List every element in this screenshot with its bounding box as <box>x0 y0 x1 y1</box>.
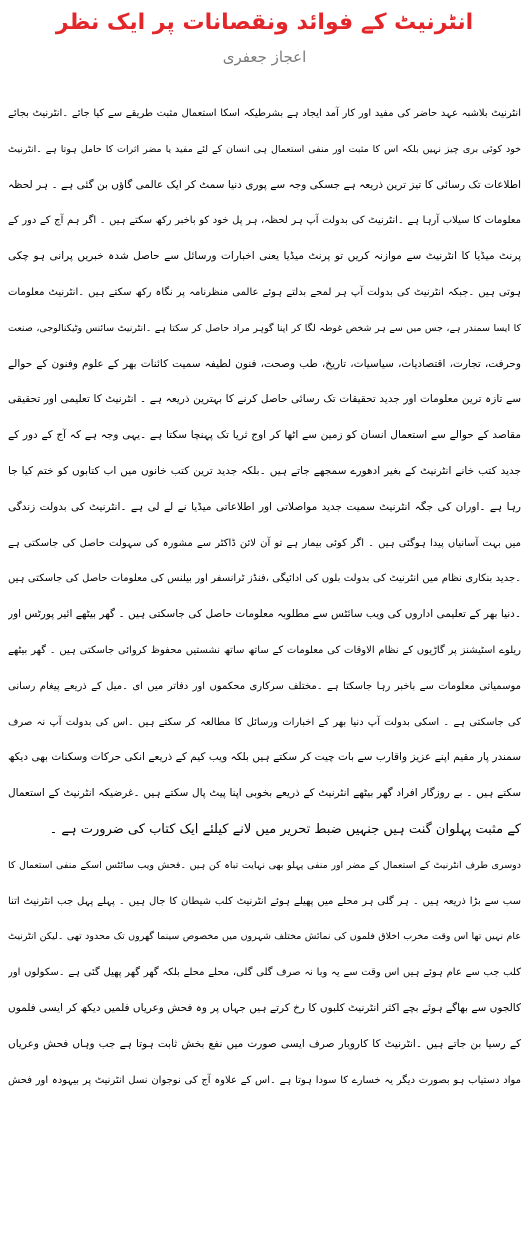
body-line: ریلوے اسٹیشنز پر گاڑیوں کے نظام الاوقات کی معلومات کے ساتھ ساتھ نشستیں محفوظ کروائی جاسکتی ہیں ۔ گھر بیٹھے <box>8 644 521 656</box>
body-line: عام نہیں تھا اس وقت مخرب اخلاق فلموں کی نمائش مختلف شہروں میں مخصوص سینما گھروں تک محدود تھی ۔لیکن انٹرنیٹ <box>8 931 521 943</box>
body-line: کا ایسا سمندر ہے، جس میں سے ہر شخص غوطہ لگا کر اپنا گوہر مراد حاصل کر سکتا ہے ۔انٹرنیٹ سائنس وٹیکنالوجی، صنعت <box>8 322 521 334</box>
body-line: سمندر پار مقیم اپنے عزیز واقارب سے بات چیت کر سکتے ہیں بلکہ ویب کیم کے ذریعے انکی حرکات وسکنات بھی دیکھ <box>8 751 521 764</box>
body-line: ۔دنیا بھر کے تعلیمی اداروں کی ویب سائٹس سے مطلوبہ معلومات حاصل کی جاسکتی ہیں ۔ گھر بیٹھے ائیر پورٹس اور <box>8 608 521 621</box>
body-line: کالجوں سے بھاگے ہوئے بچے اکثر انٹرنیٹ کلبوں کا رخ کرتے ہیں جہاں پر وہ فحش وعریاں فلمیں دیکھ کر ایسی فلموں <box>8 1001 521 1014</box>
article-body <box>8 96 521 1098</box>
body-line: اطلاعات تک رسائی کا تیز ترین ذریعہ ہے جسکی وجہ سے پوری دنیا سمٹ کر ایک عالمی گاؤں بن گئی ہے ۔ ہر لحظہ <box>8 178 521 191</box>
body-line: انٹرنیٹ بلاشبہ عہد حاضر کی مفید اور کار آمد ایجاد ہے بشرطیکہ اسکا استعمال مثبت طریقے سے کیا جائے ۔انٹرنیٹ بجائے <box>8 108 521 119</box>
body-line: کی جاسکتی ہے ۔ اسکی بدولت آپ دنیا بھر کے اخبارات ورسائل کا مطالعہ کر سکتے ہیں ۔اس کی بدولت آپ نہ صرف <box>8 716 521 728</box>
body-line: ہوتی ہیں ۔جبکہ انٹرنیٹ کی بدولت آپ ہر لمحے بدلتے ہوئے عالمی منظرنامہ پر نگاہ رکھ سکتے ہیں ۔انٹرنیٹ معلومات <box>8 286 521 298</box>
body-line: رہا ہے ۔اوران کی جگہ انٹرنیٹ سمیت جدید مواصلاتی اور اطلاعاتی میڈیا نے لے لی ہے ۔انٹرنیٹ کی بدولت زندگی <box>8 500 521 513</box>
body-line: کلب جب سے عام ہوئے ہیں اس وقت سے یہ وبا نہ صرف گلی گلی، محلے محلے بلکہ گھر گھر پھیل گئی ہے ۔سکولوں اور <box>8 967 521 979</box>
body-line: سے تازہ ترین معلومات اور جدید تحقیقات تک رسائی حاصل کرنے کا بہترین ذریعہ ہے ۔ انٹرنیٹ کا تعلیمی اور تحقیقی <box>8 393 521 406</box>
body-line: کے مثبت پہلوان گنت ہیں جنہیں ضبط تحریر میں لانے کیلئے ایک کتاب کی ضرورت ہے ۔ <box>49 821 521 837</box>
body-line: ۔جدید بنکاری نظام میں انٹرنیٹ کی بدولت بلوں کی ادائیگی ،فنڈز ٹرانسفر اور بیلنس کی معلومات حاصل کی جاسکتی ہیں <box>8 573 521 585</box>
body-line: پرنٹ میڈیا کا انٹرنیٹ سے موازنہ کریں تو پرنٹ میڈیا یعنی اخبارات ورسائل سے حاصل شدہ خبریں پرانی ہو چکی <box>8 250 521 263</box>
body-line: سب سے بڑا ذریعہ ہیں ۔ ہر گلی ہر محلے میں پھیلے ہوئے انٹرنیٹ کلب شیطان کا جال ہیں ۔ پہلے پہل جب انٹرنیٹ اتنا <box>8 895 521 907</box>
body-line: معلومات کا سیلاب آرہا ہے ۔انٹرنیٹ کی بدولت آپ ہر لحظہ، ہر پل خود کو باخبر رکھ سکتے ہیں ۔ اگر ہم آج کے دور کے <box>8 215 521 227</box>
body-line: میں بہت آسانیاں پیدا ہوگئی ہیں ۔ اگر کوئی بیمار ہے تو آن لائن ڈاکٹر سے مشورہ کی سہولت حاصل کی جاسکتی ہے <box>8 537 521 549</box>
article-title: انٹرنیٹ کے فوائد ونقصانات پر ایک نظر <box>55 10 474 35</box>
body-line: جدید کتب خانے انٹرنیٹ کے بغیر ادھورے سمجھے جاتے ہیں ۔بلکہ جدید ترین کتب خانوں میں اب کتابوں کو ختم کیا جا <box>8 464 521 477</box>
body-line: کے رسیا بن جاتے ہیں ۔انٹرنیٹ کا کاروبار صرف ایسی صورت میں نفع بخش ثابت ہوتا ہے جب وہاں فحش وعریاں <box>8 1037 521 1050</box>
body-line: مقاصد کے حوالے سے استعمال انسان کو زمین سے اٹھا کر اوج ثریا تک پہنچا سکتا ہے ۔یہی وجہ ہے کہ آج کے دور کے <box>8 429 521 442</box>
body-line: سکتے ہیں ۔ بے روزگار افراد گھر بیٹھے انٹرنیٹ کے ذریعے بخوبی اپنا پیٹ پال سکتے ہیں ۔غرضیکہ انٹرنیٹ کے استعمال <box>8 787 521 800</box>
body-line: مواد دستیاب ہو بصورت دیگر یہ خسارے کا سودا ہوتا ہے ۔اس کے علاوہ آج کی نوجوان نسل انٹرنیٹ پر بیہودہ اور فحش <box>8 1074 521 1086</box>
body-line: وحرفت، تجارت، اقتصادیات، سیاسیات، تاریخ، طب وصحت، فنون لطیفہ سمیت کائنات بھر کے علوم وفنون کے حوالے <box>8 357 521 370</box>
body-line: خود کوئی بری چیز نہیں بلکہ اس کا مثبت اور منفی استعمال ہی انسان کے لئے مفید یا مضر اثرات کا حامل ہوتا ہے ۔انٹرنیٹ <box>8 143 521 155</box>
author-byline: اعجاز جعفری <box>222 48 307 66</box>
body-line: موسمیاتی معلومات سے باخبر رہا جاسکتا ہے ۔مختلف سرکاری محکموں اور دفاتر میں ای ۔میل کے ذریعے پیغام رسانی <box>8 680 521 692</box>
body-line: دوسری طرف انٹرنیٹ کے استعمال کے مضر اور منفی پہلو بھی نہایت تباہ کن ہیں ۔فحش ویب سائٹس اسکے منفی استعمال کا <box>8 859 521 871</box>
